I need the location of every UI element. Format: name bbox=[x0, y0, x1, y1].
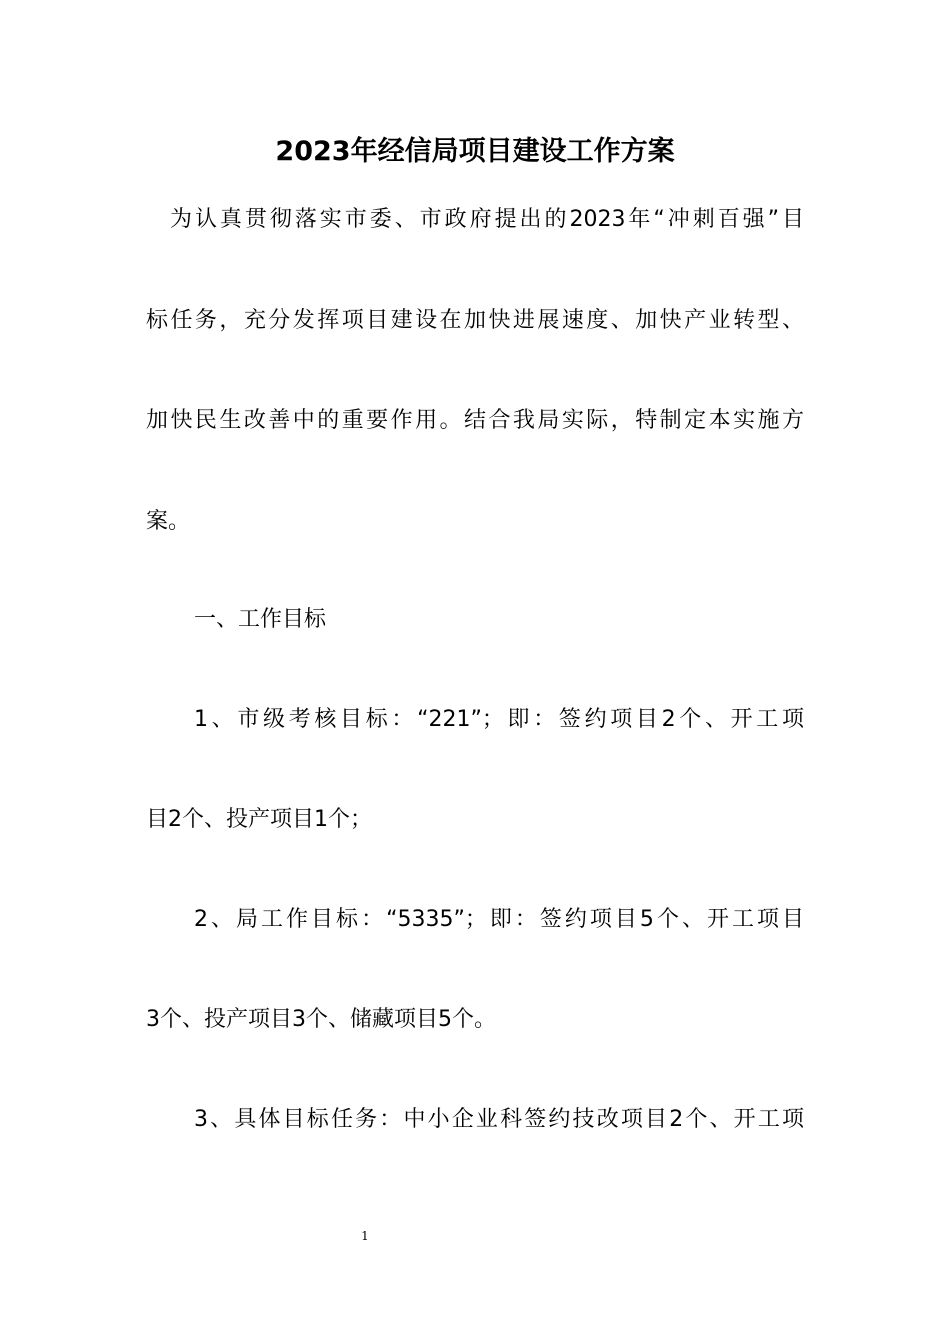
paragraph-line-1: 为认真贯彻落实市委、市政府提出的2023年“冲刺百强”目 bbox=[170, 207, 804, 232]
list-item-3-line-1: 3、具体目标任务：中小企业科签约技改项目2个、开工项 bbox=[194, 1107, 804, 1132]
list-item-2-line-2: 3个、投产项目3个、储藏项目5个。 bbox=[146, 1007, 496, 1032]
page-number: 1 bbox=[361, 1229, 369, 1243]
section-heading: 一、工作目标 bbox=[194, 607, 327, 632]
list-item-1-line-2: 目2个、投产项目1个； bbox=[146, 807, 372, 832]
paragraph-line-3: 加快民生改善中的重要作用。结合我局实际，特制定本实施方 bbox=[146, 408, 804, 433]
paragraph-line-4: 案。 bbox=[146, 509, 191, 534]
list-item-1-line-1: 1、市级考核目标：“221”；即：签约项目2个、开工项 bbox=[194, 707, 804, 732]
list-item-2-line-1: 2、局工作目标：“5335”；即：签约项目5个、开工项目 bbox=[194, 907, 804, 932]
paragraph-line-2: 标任务，充分发挥项目建设在加快进展速度、加快产业转型、 bbox=[146, 308, 804, 333]
document-title: 2023年经信局项目建设工作方案 bbox=[275, 136, 675, 167]
